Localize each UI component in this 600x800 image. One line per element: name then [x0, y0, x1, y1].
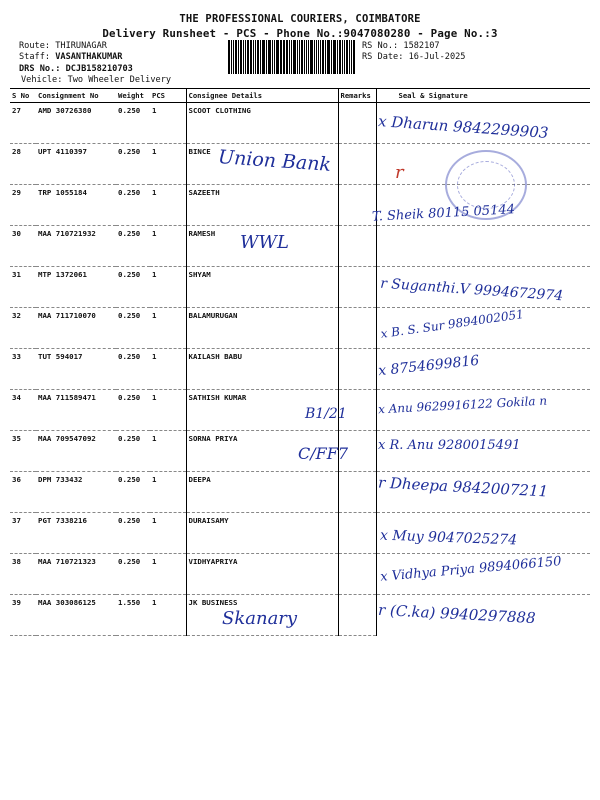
- barcode-bar: [280, 40, 282, 74]
- barcode-bar: [266, 40, 267, 74]
- row-consignee: DURAISAMY: [186, 513, 338, 554]
- barcode-bar: [289, 40, 290, 74]
- barcode-bar: [276, 40, 279, 74]
- row-weight: 0.250: [116, 349, 150, 390]
- row-pcs: 1: [150, 472, 186, 513]
- row-pcs: 1: [150, 513, 186, 554]
- staff-name: VASANTHAKUMAR: [55, 52, 123, 62]
- row-consignment: MAA 710721932: [36, 226, 116, 267]
- row-consignee: SAZEETH: [186, 185, 338, 226]
- row-consignee: JK BUSINESS: [186, 595, 338, 636]
- barcode-bar: [284, 40, 285, 74]
- row-sno: 34: [10, 390, 36, 431]
- row-remarks: [338, 349, 376, 390]
- row-pcs: 1: [150, 267, 186, 308]
- rs-number: RS No.: 1582107: [362, 41, 440, 51]
- barcode: [228, 40, 356, 74]
- row-pcs: 1: [150, 390, 186, 431]
- col-signature: Seal & Signature: [376, 89, 590, 103]
- barcode-bar: [269, 40, 271, 74]
- row-remarks: [338, 472, 376, 513]
- row-consignee: BALAMURUGAN: [186, 308, 338, 349]
- barcode-bar: [322, 40, 324, 74]
- row-sno: 35: [10, 431, 36, 472]
- barcode-bar: [272, 40, 273, 74]
- barcode-bar: [331, 40, 332, 74]
- note-row-30: WWL: [240, 232, 289, 253]
- row-weight: 0.250: [116, 513, 150, 554]
- row-sno: 28: [10, 144, 36, 185]
- row-consignee: SCOOT CLOTHING: [186, 103, 338, 144]
- note-row-28: Union Bank: [217, 146, 332, 176]
- barcode-bar: [231, 40, 232, 74]
- row-sno: 32: [10, 308, 36, 349]
- col-remarks: Remarks: [338, 89, 376, 103]
- barcode-bar: [304, 40, 305, 74]
- row-remarks: [338, 185, 376, 226]
- row-pcs: 1: [150, 308, 186, 349]
- barcode-bar: [243, 40, 244, 74]
- barcode-bar: [337, 40, 338, 74]
- barcode-bar: [291, 40, 292, 74]
- row-consignment: UPT 4110397: [36, 144, 116, 185]
- barcode-bar: [260, 40, 261, 74]
- barcode-bar: [320, 40, 321, 74]
- row-remarks: [338, 595, 376, 636]
- barcode-bar: [247, 40, 249, 74]
- row-consignee: RAMESH: [186, 226, 338, 267]
- barcode-bar: [346, 40, 349, 74]
- signature-row-33: x 8754699816: [377, 352, 480, 380]
- row-consignee: BINCE: [186, 144, 338, 185]
- barcode-bar: [268, 40, 269, 74]
- barcode-bar: [301, 40, 303, 74]
- row-consignment: DPM 733432: [36, 472, 116, 513]
- row-weight: 0.250: [116, 472, 150, 513]
- row-consignee: SATHISH KUMAR: [186, 390, 338, 431]
- barcode-bar: [327, 40, 330, 74]
- signature-row-37: x Muy 9047025274: [379, 527, 518, 549]
- row-sno: 39: [10, 595, 36, 636]
- row-consignment: MAA 709547092: [36, 431, 116, 472]
- vehicle-label: Vehicle: Two Wheeler Delivery: [21, 75, 172, 85]
- row-weight: 0.250: [116, 308, 150, 349]
- row-weight: 1.550: [116, 595, 150, 636]
- row-consignee: DEEPA: [186, 472, 338, 513]
- barcode-bar: [353, 40, 355, 74]
- row-weight: 0.250: [116, 267, 150, 308]
- row-weight: 0.250: [116, 185, 150, 226]
- col-weight: Weight: [116, 89, 150, 103]
- signature-row-28: r: [395, 162, 404, 183]
- row-sno: 33: [10, 349, 36, 390]
- barcode-bar: [325, 40, 326, 74]
- signature-row-35: x R. Anu 9280015491: [378, 438, 521, 453]
- signature-row-38: x Vidhya Priya 9894066150: [379, 554, 563, 585]
- note-row-35: C/FF7: [298, 444, 349, 463]
- row-consignment: MAA 303086125: [36, 595, 116, 636]
- row-sno: 36: [10, 472, 36, 513]
- row-pcs: 1: [150, 185, 186, 226]
- signature-row-29: T. Sheik 80115 05144: [371, 202, 516, 225]
- runsheet-subtitle: Delivery Runsheet - PCS - Phone No.:9047080280 - Page No.:3: [102, 27, 498, 40]
- row-remarks: [338, 267, 376, 308]
- row-weight: 0.250: [116, 431, 150, 472]
- row-pcs: 1: [150, 595, 186, 636]
- staff-line: [19, 52, 122, 62]
- row-consignment: TRP 1055184: [36, 185, 116, 226]
- row-sno: 27: [10, 103, 36, 144]
- row-pcs: 1: [150, 349, 186, 390]
- row-remarks: [338, 554, 376, 595]
- row-pcs: 1: [150, 226, 186, 267]
- row-weight: 0.250: [116, 226, 150, 267]
- row-weight: 0.250: [116, 103, 150, 144]
- row-consignment: PGT 7338216: [36, 513, 116, 554]
- barcode-bar: [255, 40, 256, 74]
- barcode-bar: [306, 40, 307, 74]
- barcode-bar: [238, 40, 239, 74]
- row-consignee: SHYAM: [186, 267, 338, 308]
- col-consignment: Consignment No: [36, 89, 116, 103]
- row-sno: 31: [10, 267, 36, 308]
- row-consignment: MAA 711710070: [36, 308, 116, 349]
- barcode-bar: [250, 40, 253, 74]
- table-row: [10, 226, 590, 267]
- barcode-bar: [351, 40, 352, 74]
- row-consignment: MAA 711589471: [36, 390, 116, 431]
- barcode-bar: [299, 40, 301, 74]
- barcode-bar: [342, 40, 343, 74]
- row-consignment: TUT 594017: [36, 349, 116, 390]
- route-label: Route: THIRUNAGAR: [19, 41, 107, 51]
- row-remarks: [338, 103, 376, 144]
- row-consignee: KAILASH BABU: [186, 349, 338, 390]
- col-consignee: Consignee Details: [186, 89, 338, 103]
- barcode-bar: [228, 40, 230, 74]
- row-remarks: [338, 144, 376, 185]
- col-pcs: PCS: [150, 89, 186, 103]
- signature-row-27: x Dharun 9842299903: [377, 112, 549, 142]
- table-row: [10, 349, 590, 390]
- row-consignee: SORNA PRIYA: [186, 431, 338, 472]
- staff-label: Staff:: [19, 52, 56, 62]
- barcode-bar: [297, 40, 298, 74]
- company-title: THE PROFESSIONAL COURIERS, COIMBATORE: [179, 13, 421, 25]
- barcode-bar: [233, 40, 234, 74]
- row-weight: 0.250: [116, 554, 150, 595]
- signature-row-36: r Dheepa 9842007211: [377, 473, 549, 501]
- barcode-bar: [257, 40, 259, 74]
- barcode-bar: [293, 40, 296, 74]
- barcode-bar: [262, 40, 265, 74]
- barcode-bar: [334, 40, 336, 74]
- barcode-bar: [333, 40, 334, 74]
- row-signature: [376, 226, 590, 267]
- barcode-bar: [274, 40, 275, 74]
- table-header-row: [10, 89, 590, 103]
- row-remarks: [338, 226, 376, 267]
- note-row-34: B1/21: [305, 406, 347, 422]
- rs-date: RS Date: 16-Jul-2025: [362, 52, 466, 62]
- barcode-bar: [245, 40, 246, 74]
- note-row-39: Skanary: [222, 608, 298, 629]
- row-sno: 38: [10, 554, 36, 595]
- row-pcs: 1: [150, 144, 186, 185]
- row-pcs: 1: [150, 431, 186, 472]
- signature-row-34: x Anu 9629916122 Gokila n: [377, 393, 548, 417]
- barcode-bar: [286, 40, 288, 74]
- barcode-bar: [235, 40, 238, 74]
- barcode-bar: [314, 40, 315, 74]
- row-consignee: VIDHYAPRIYA: [186, 554, 338, 595]
- signature-row-39: r (C.ka) 9940297888: [377, 600, 536, 628]
- barcode-bar: [339, 40, 341, 74]
- signature-row-31: r Suganthi.V 9994672974: [379, 275, 564, 305]
- barcode-bar: [240, 40, 242, 74]
- row-consignment: MAA 710721323: [36, 554, 116, 595]
- drs-number: DCJB158210703: [65, 64, 133, 74]
- barcode-bar: [308, 40, 309, 74]
- row-consignment: AMD 30726380: [36, 103, 116, 144]
- row-sno: 37: [10, 513, 36, 554]
- drs-line: [19, 64, 133, 74]
- barcode-bar: [344, 40, 345, 74]
- barcode-bar: [310, 40, 313, 74]
- row-remarks: [338, 513, 376, 554]
- row-pcs: 1: [150, 103, 186, 144]
- row-consignment: MTP 1372061: [36, 267, 116, 308]
- row-sno: 29: [10, 185, 36, 226]
- barcode-bar: [318, 40, 319, 74]
- drs-label: DRS No.:: [19, 64, 66, 74]
- col-sno: S No: [10, 89, 36, 103]
- row-pcs: 1: [150, 554, 186, 595]
- barcode-bar: [316, 40, 318, 74]
- row-weight: 0.250: [116, 144, 150, 185]
- row-weight: 0.250: [116, 390, 150, 431]
- barcode-bar: [253, 40, 254, 74]
- signature-row-32: x B. S. Sur 9894002051: [379, 307, 525, 341]
- barcode-bar: [283, 40, 284, 74]
- barcode-bar: [349, 40, 350, 74]
- row-remarks: [338, 308, 376, 349]
- row-sno: 30: [10, 226, 36, 267]
